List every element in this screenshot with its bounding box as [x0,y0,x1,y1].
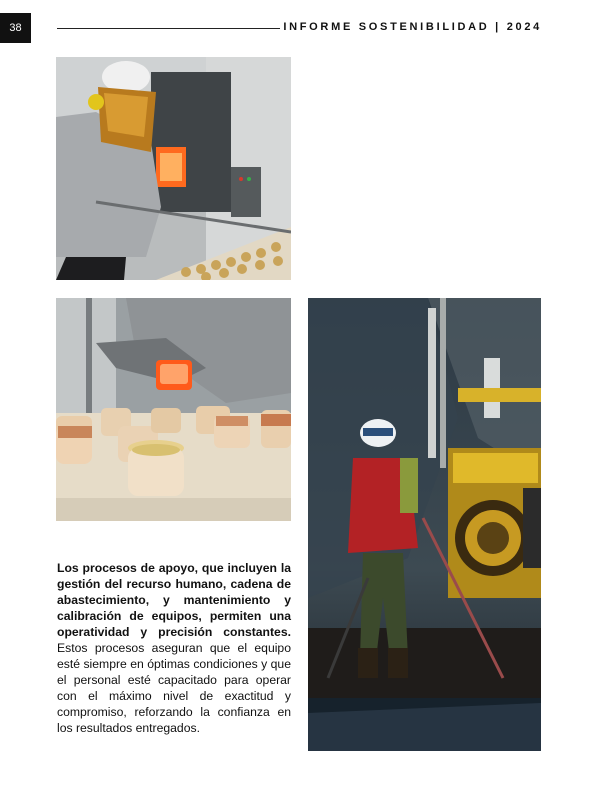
report-title: INFORME SOSTENIBILIDAD | 2024 [283,21,542,33]
paragraph-bold: Los procesos de apoyo, que incluyen la gestión del recurso humano, cadena de abastecimiento, y mantenimiento y calibración de equipos, permiten una operatividad y precisión constantes. [57,561,291,639]
mining-worker-photo [308,298,541,751]
crucibles-photo [56,298,291,521]
body-paragraph [57,560,291,736]
furnace-worker-photo [56,57,291,280]
page-number: 38 [0,13,31,43]
paragraph-regular: Estos procesos aseguran que el equipo esté siempre en óptimas condiciones y que el personal esté capacitado para operar con el máximo nivel de exactitud y compromiso, reforzando la confianza en los resultados entregados. [57,641,291,735]
header-rule [57,28,280,29]
